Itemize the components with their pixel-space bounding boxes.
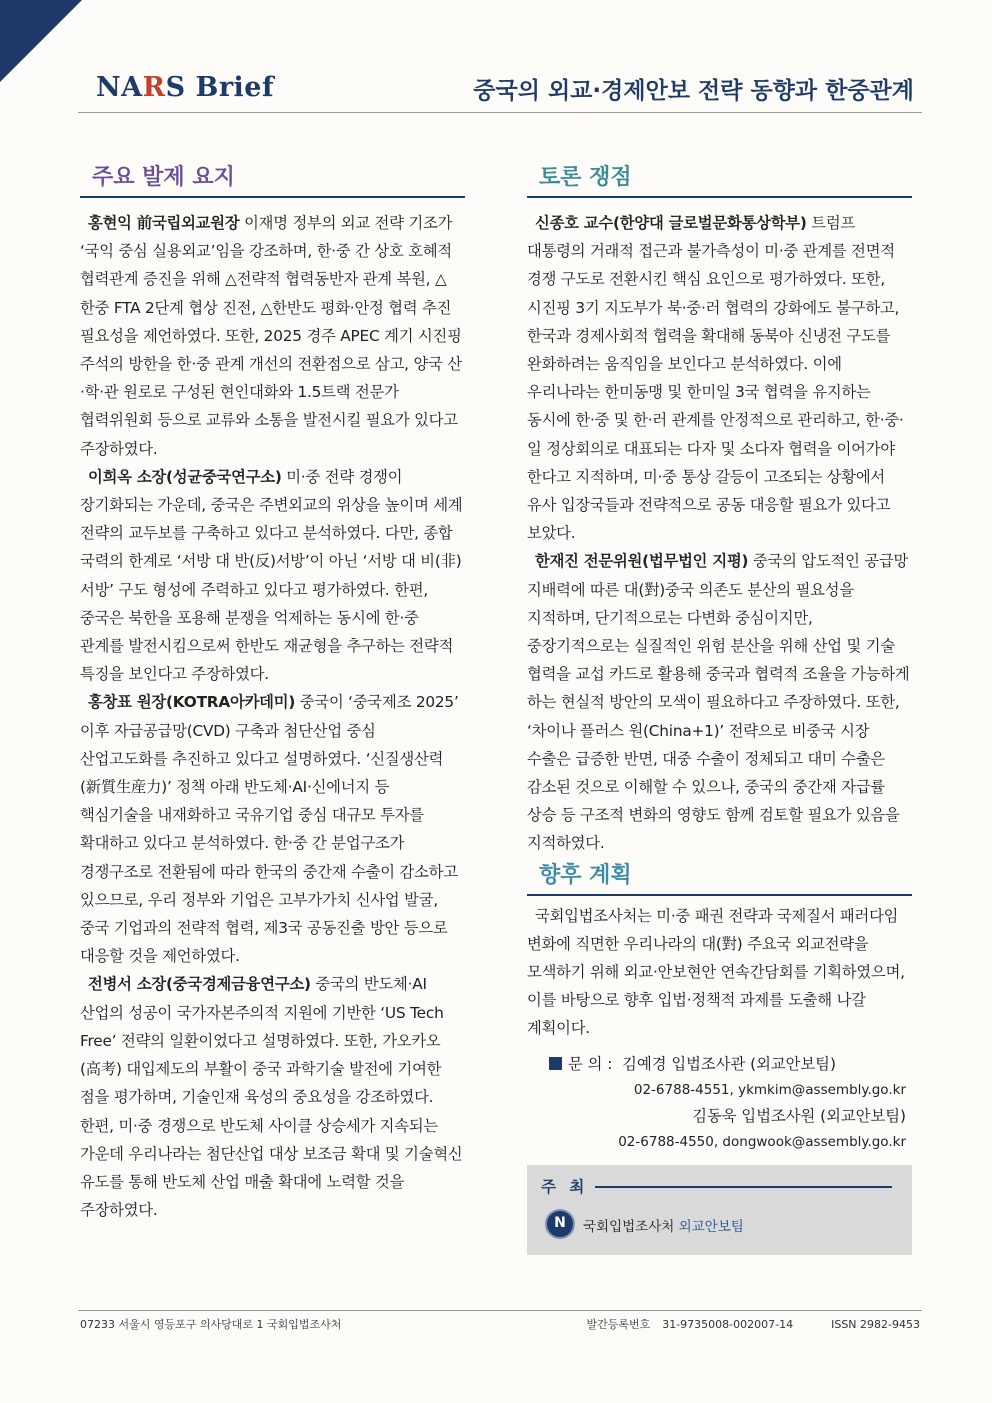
section-title-discussion-issues: 토론 쟁점 [527,160,912,198]
paragraph: 홍현익 前국립외교원장 이재명 정부의 외교 전략 기조가 ‘국익 중심 실용외교’임을 강조하며, 한·중 간 상호 호혜적 협력관계 증진을 위해 △전략적 협력동반자 관계 복원, △한중 FTA 2단계 협상 진전, △한반도 평화·안정 협력 추진 필요성을 제언하였다. 또한, 2025 경주 APEC 계기 시진핑 주석의 방한을 한·중 관계 개선의 전환점으로 삼고, 양국 산·학·관 원로로 구성된 현인대화와 1.5트랙 전문가 협력위원회 등으로 교류와 소통을 발전시킬 필요가 있다고 주장하였다. [80,214,462,458]
host-team-name: 외교안보팀 [678,1218,744,1235]
footer-divider [78,1310,922,1311]
speaker-name: 전병서 소장(중국경제금융연구소) [88,975,311,994]
nars-emblem-icon [545,1209,575,1239]
section-title-key-presentations: 주요 발제 요지 [80,160,465,198]
contact-person-1: 김예경 입법조사관 (외교안보팀) [622,1054,836,1073]
speaker-name: 한재진 전문위원(법무법인 지평) [535,552,749,571]
header-divider [78,112,922,113]
page-title: 중국의 외교·경제안보 전략 동향과 한중관계 [473,78,914,104]
plan-body [527,896,912,1043]
left-column [80,160,465,1224]
speaker-name: 홍창표 원장(KOTRA아카데미) [88,693,296,712]
right-column [527,160,912,1255]
reg-label: 발간등록번호 [586,1318,651,1331]
paragraph: 한재진 전문위원(법무법인 지평) 중국의 압도적인 공급망 지배력에 따른 대(對)중국 의존도 분산의 필요성을 지적하며, 단기적으로는 다변화 중심이지만, 중장기적으로는 실질적인 위험 분산을 위해 산업 및 기술 협력을 교섭 카드로 활용해 중국과 협력적 조율을 가능하게 하는 현실적 방안의 모색이 필요하다고 주장하였다. 또한, ‘차이나 플러스 원(China+1)’ 전략으로 비중국 시장 수출은 급증한 반면, 대중 수출이 정체되고 대미 수출은 감소된 것으로 이해할 수 있으나, 중국의 중간재 자급률 상승 등 구조적 변화의 영향도 함께 검토할 필요가 있음을 지적하였다. [527,552,910,853]
speaker-name: 이희옥 소장(성균중국연구소) [88,467,282,486]
host-divider [595,1186,892,1188]
issn: ISSN 2982-9453 [831,1318,920,1331]
plan-paragraph: 국회입법조사처는 미·중 패권 전략과 국제질서 패러다임 변화에 직면한 우리나라의 대(對) 주요국 외교전략을 모색하기 위해 외교·안보현안 연속간담회를 기획하였으며, 이를 바탕으로 향후 입법·정책적 과제를 도출해 나갈 계획이다. [527,906,905,1038]
footer-address: 07233 서울시 영등포구 의사당대로 1 국회입법조사처 [80,1318,342,1331]
paragraph: 홍창표 원장(KOTRA아카데미) 중국이 ‘중국제조 2025’ 이후 자급공급망(CVD) 구축과 첨단산업 중심 산업고도화를 추진하고 있다고 설명하였다. ‘신질생산력(新質生産力)’ 정책 아래 반도체·AI·신에너지 등 핵심기술을 내재화하고 국유기업 중심 대규모 투자를 확대하고 있다고 분석하였다. 한·중 간 분업구조가 경쟁구조로 전환됨에 따라 한국의 중간재 수출이 감소하고 있으므로, 우리 정부와 기업은 고부가가치 신사업 발굴, 중국 기업과의 전략적 협력, 제3국 공동진출 방안 등으로 대응할 것을 제언하였다. [80,693,459,966]
discussion-body [527,198,912,858]
contact-person-2: 김동욱 입법조사원 (외교안보팀) [692,1106,906,1125]
contact-label: 문 의 : [568,1054,613,1073]
speaker-name: 신종호 교수(한양대 글로벌문화통상학부) [535,214,807,232]
corner-decoration [0,0,82,82]
speaker-name: 홍현익 前국립외교원장 [88,214,240,232]
paragraph: 이희옥 소장(성균중국연구소) 미·중 전략 경쟁이 장기화되는 가운데, 중국은 주변외교의 위상을 높이며 세계 전략의 교두보를 구축하고 있다고 분석하였다. 다만, 종합 국력의 한계로 ‘서방 대 반(反)서방’이 아닌 ‘서방 대 비(非)서방’ 구도 형성에 주력하고 있다고 평가하였다. 한편, 중국은 북한을 포용해 분쟁을 억제하는 동시에 한·중 관계를 발전시킴으로써 한반도 재균형을 추구하는 전략적 특징을 보인다고 주장하였다. [80,467,463,684]
paragraph: 전병서 소장(중국경제금융연구소) 중국의 반도체·AI 산업의 성공이 국가자본주의적 지원에 기반한 ‘US Tech Free’ 전략의 일환이었다고 설명하였다. 또한, 가오카오(高考) 대입제도의 부활이 중국 과학기술 발전에 기여한 점을 평가하며, 기술인재 육성의 중요성을 강조하였다. 한편, 미·중 경쟁으로 반도체 사이클 상승세가 지속되는 가운데 우리나라는 첨단산업 대상 보조금 확대 및 기술혁신 유도를 통해 반도체 산업 매출 확대에 노력할 것을 주장하였다. [80,975,463,1220]
section-title-future-plans: 향후 계획 [527,858,912,896]
paragraph: 신종호 교수(한양대 글로벌문화통상학부) 트럼프 대통령의 거래적 접근과 불가측성이 미·중 관계를 전면적 경쟁 구도로 전환시킨 핵심 요인으로 평가하였다. 또한, 시진핑 3기 지도부가 북·중·러 협력의 강화에도 불구하고, 한국과 경제사회적 협력을 확대해 동북아 신냉전 구도를 완화하려는 움직임을 보인다고 분석하였다. 이에 우리나라는 한미동맹 및 한미일 3국 협력을 유지하는 동시에 한·중 및 한·러 관계를 안정적으로 관리하고, 한·중·일 정상회의로 대표되는 다자 및 소다자 협력을 이어가야 한다고 지적하며, 미·중 통상 갈등이 고조되는 상황에서 유사 입장국들과 전략적으로 공동 대응할 필요가 있다고 보았다. [527,214,904,543]
presentations-body [80,198,465,1224]
host-box [527,1165,912,1255]
contact-info-2: 02-6788-4550, dongwook@assembly.go.kr [618,1133,906,1150]
nars-brief-logo: NARS Brief [96,72,275,103]
reg-number: 31-9735008-002007-14 [662,1318,794,1331]
host-label: 주 최 [541,1177,589,1196]
contact-block [527,1051,912,1155]
footer-publication-info [568,1316,920,1332]
square-bullet-icon [549,1057,562,1070]
contact-info-1: 02-6788-4551, ykmkim@assembly.go.kr [633,1081,906,1098]
host-org-name: 국회입법조사처 [583,1218,675,1235]
